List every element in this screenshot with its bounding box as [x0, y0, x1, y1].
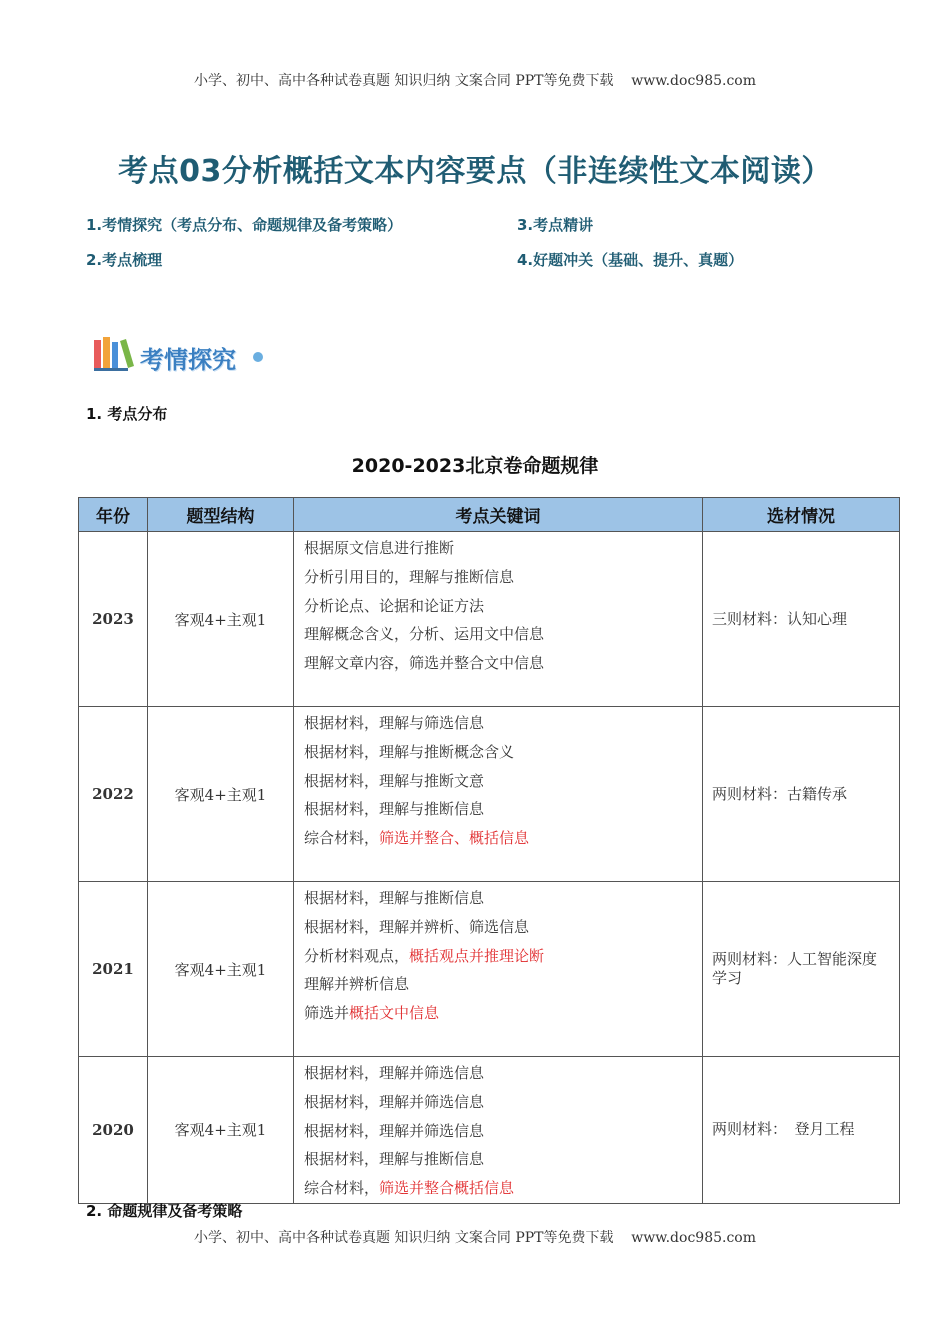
- toc-item-4[interactable]: 4.好题冲关（基础、提升、真题）: [517, 251, 744, 269]
- keyword-line: 分析引用目的，理解与推断信息: [304, 567, 515, 586]
- section-heading-1: 1. 考点分布: [86, 405, 168, 423]
- table-row: [79, 707, 900, 882]
- table-row: [79, 882, 900, 1057]
- table-row: [79, 532, 900, 707]
- toc-item-3[interactable]: 3.考点精讲: [517, 216, 594, 234]
- keyword-line: 根据材料，理解并筛选信息: [304, 1064, 485, 1082]
- structure-cell: 客观4+主观1: [148, 532, 294, 707]
- keyword-line: 根据材料，理解与推断概念含义: [304, 742, 515, 761]
- table-title: 2020-2023北京卷命题规律: [351, 455, 599, 477]
- keywords-cell: [294, 532, 703, 707]
- keyword-line: 根据原文信息进行推断: [304, 539, 455, 557]
- rules-table: [78, 497, 900, 1204]
- keyword-line: 根据材料，理解并筛选信息: [304, 1092, 485, 1111]
- keyword-line: 根据材料，理解与推断文意: [304, 771, 485, 790]
- material-cell: 两则材料：人工智能深度学习: [703, 882, 900, 1057]
- year-cell: 2022: [79, 707, 148, 882]
- material-cell: 两则材料： 登月工程: [703, 1057, 900, 1204]
- toc-item-1[interactable]: 1.考情探究（考点分布、命题规律及备考策略）: [86, 216, 403, 234]
- material-cell: 三则材料：认知心理: [703, 532, 900, 707]
- keyword-line: 筛选并概括文中信息: [304, 1004, 440, 1023]
- keyword-line: 理解并辨析信息: [304, 975, 410, 994]
- table-header-row: [79, 498, 900, 532]
- keyword-line: 综合材料，筛选并整合、概括信息: [304, 829, 530, 848]
- keyword-line: 根据材料，理解并辨析、筛选信息: [304, 917, 530, 936]
- material-cell: 两则材料：古籍传承: [703, 707, 900, 882]
- keyword-line: 分析材料观点，概括观点并推理论断: [304, 946, 545, 965]
- keywords-cell: [294, 707, 703, 882]
- keyword-line: 综合材料，筛选并整合概括信息: [304, 1179, 515, 1198]
- structure-cell: 客观4+主观1: [148, 1057, 294, 1204]
- toc-item-2[interactable]: 2.考点梳理: [86, 251, 163, 269]
- keyword-line: 根据材料，理解与推断信息: [304, 889, 485, 907]
- header-material: 选材情况: [703, 498, 900, 532]
- page-footer: 小学、初中、高中各种试卷真题 知识归纳 文案合同 PPT等免费下载 www.doc985.com: [193, 1230, 756, 1246]
- table-row: [79, 1057, 900, 1204]
- header-year: 年份: [79, 498, 148, 532]
- page-title: 考点03分析概括文本内容要点（非连续性文本阅读）: [118, 154, 832, 189]
- banner-label: 考情探究: [140, 346, 236, 374]
- section-heading-2: 2. 命题规律及备考策略: [86, 1202, 243, 1220]
- keywords-cell: [294, 1057, 703, 1204]
- header-keywords: 考点关键词: [294, 498, 703, 532]
- year-cell: 2021: [79, 882, 148, 1057]
- keyword-line: 分析论点、论据和论证方法: [304, 596, 485, 615]
- year-cell: 2023: [79, 532, 148, 707]
- structure-cell: 客观4+主观1: [148, 707, 294, 882]
- keyword-line: 理解概念含义，分析、运用文中信息: [304, 625, 545, 644]
- books-icon: [92, 334, 136, 374]
- keywords-cell: [294, 882, 703, 1057]
- keyword-line: 理解文章内容，筛选并整合文中信息: [304, 654, 545, 673]
- keyword-line: 根据材料，理解与推断信息: [304, 800, 485, 819]
- keyword-line: 根据材料，理解与推断信息: [304, 1150, 485, 1169]
- year-cell: 2020: [79, 1057, 148, 1204]
- keyword-line: 根据材料，理解与筛选信息: [304, 714, 485, 732]
- structure-cell: 客观4+主观1: [148, 882, 294, 1057]
- dot-icon: [252, 351, 264, 363]
- section-banner: [92, 334, 282, 376]
- keyword-line: 根据材料，理解并筛选信息: [304, 1121, 485, 1140]
- page-header: 小学、初中、高中各种试卷真题 知识归纳 文案合同 PPT等免费下载 www.doc985.com: [193, 73, 756, 89]
- header-structure: 题型结构: [148, 498, 294, 532]
